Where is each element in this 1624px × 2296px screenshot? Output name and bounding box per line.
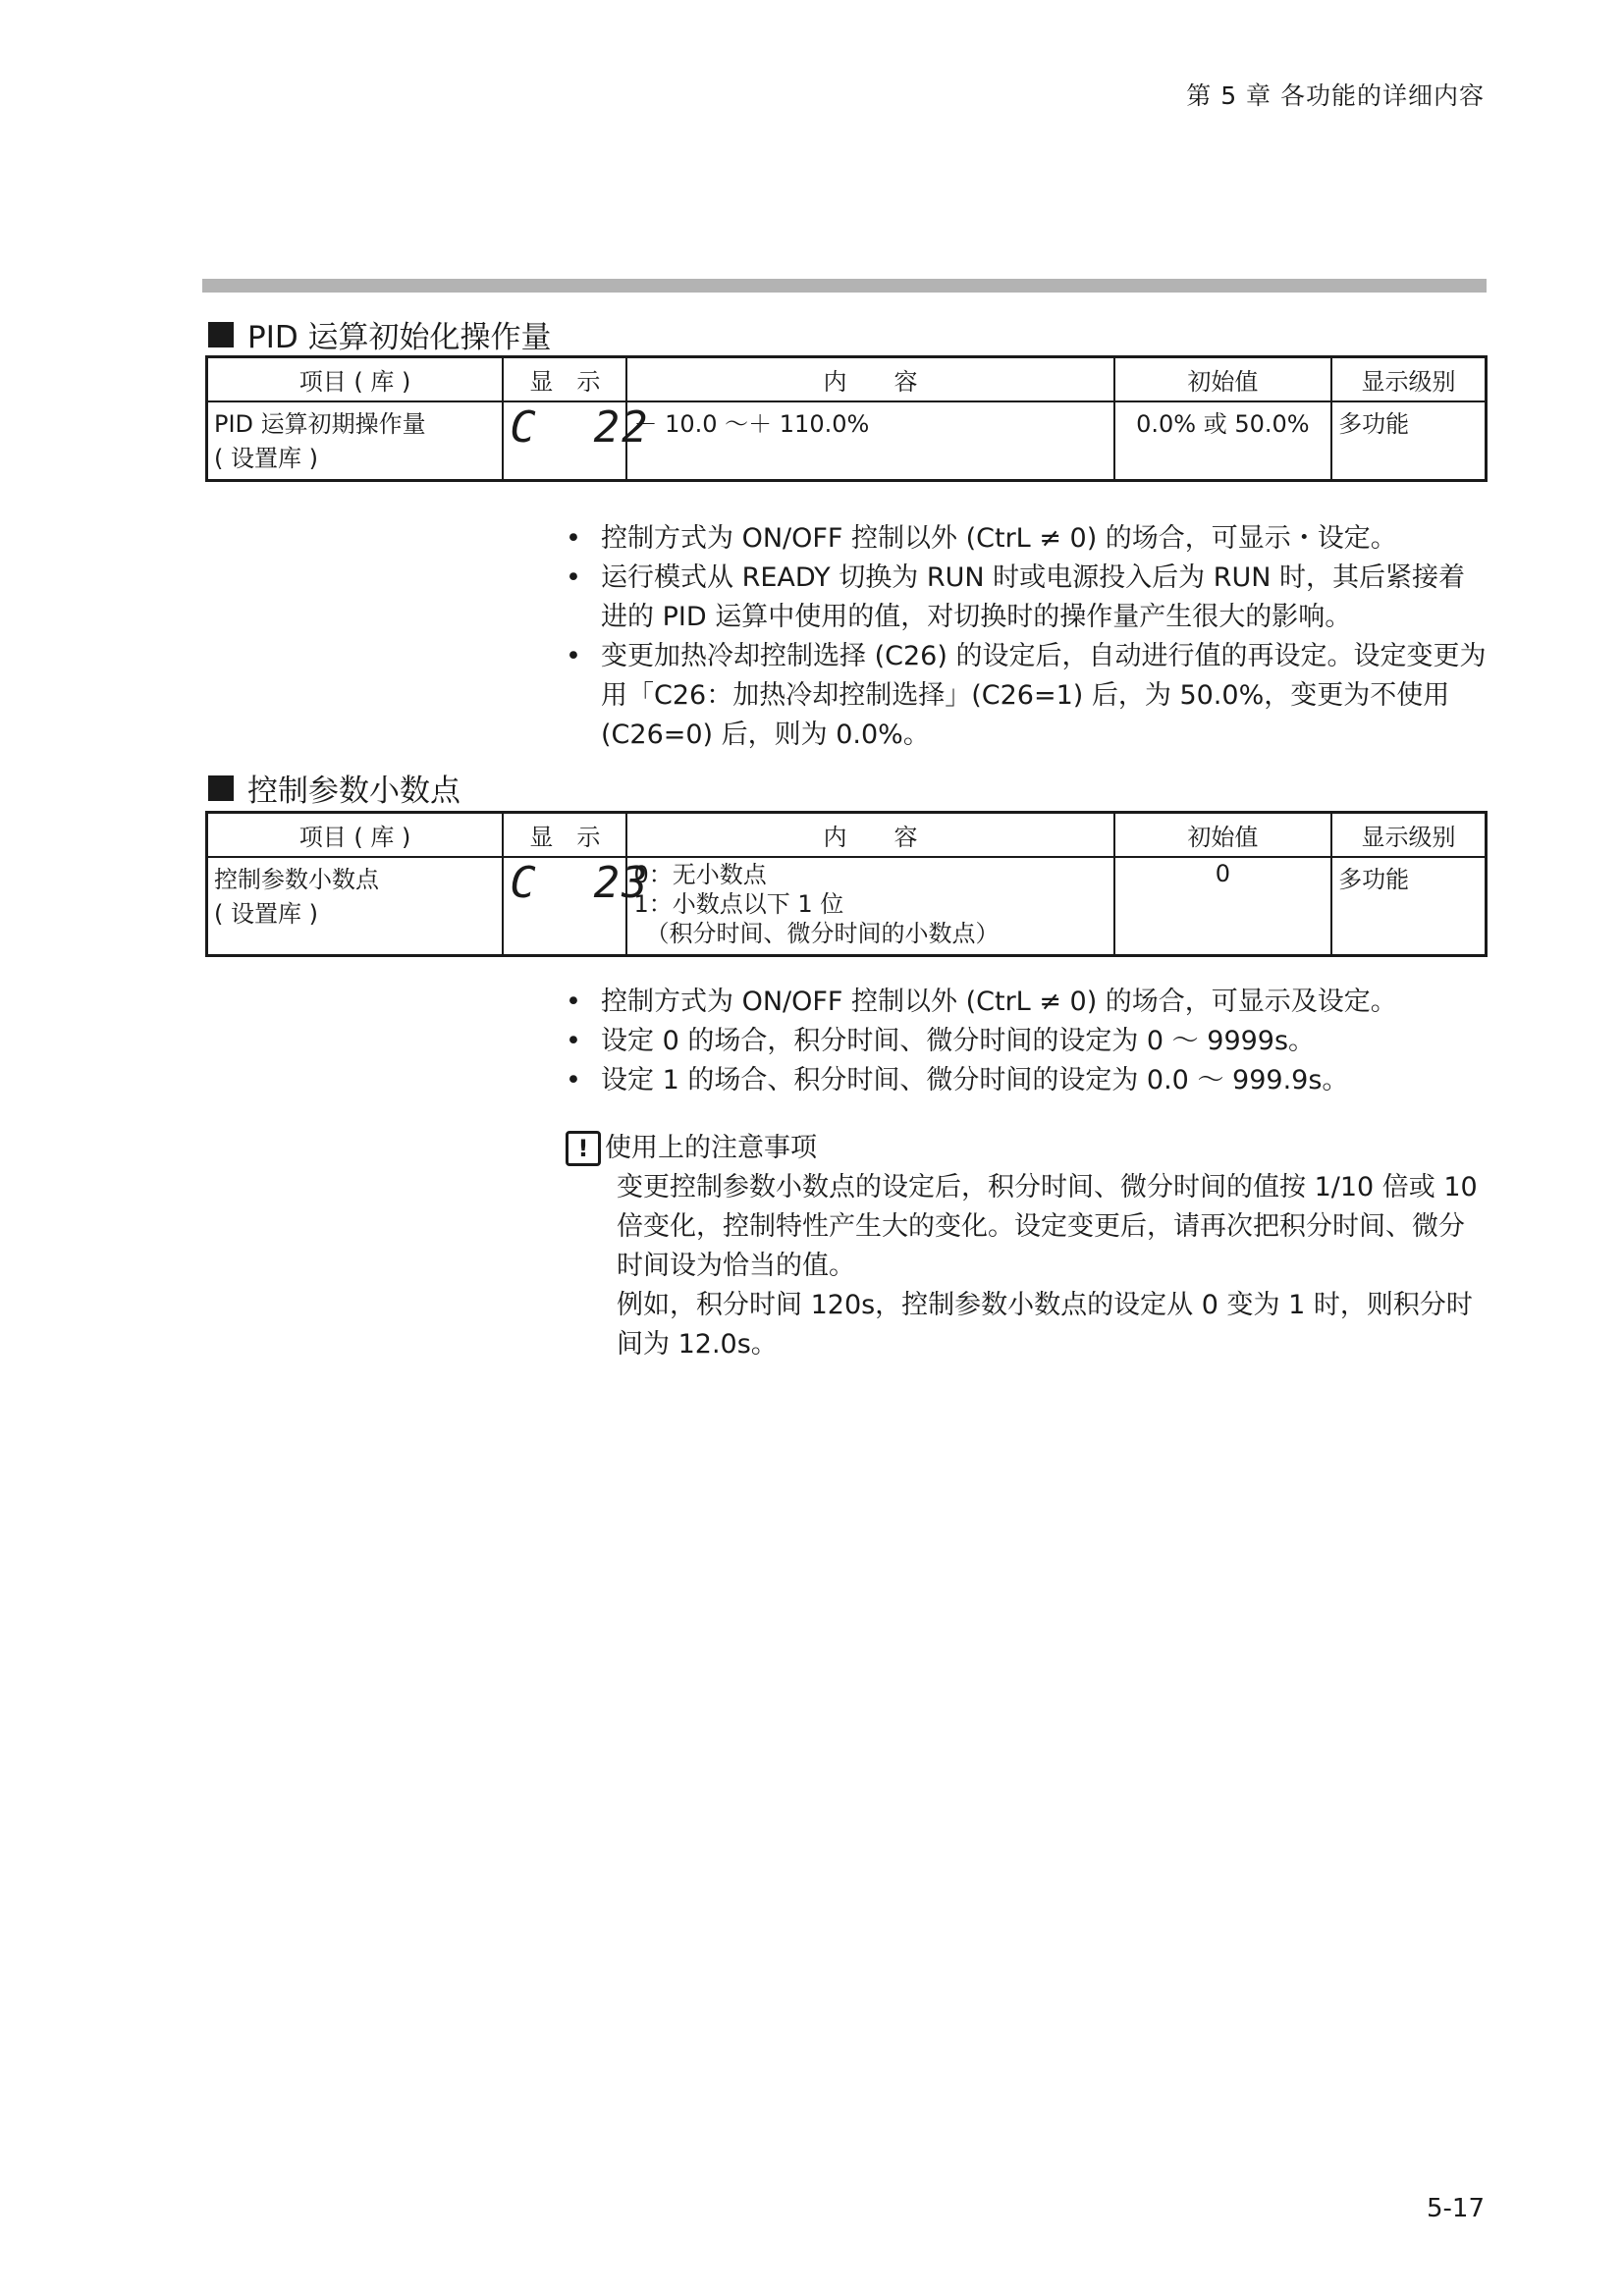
list-item: • 设定 0 的场合，积分时间、微分时间的设定为 0 ～ 9999s。 (564, 1022, 1487, 1061)
caution-body (566, 1168, 1485, 1364)
section-heading-pid-init (208, 312, 552, 356)
header-display: 显 示 (503, 357, 626, 402)
segment-display-code: C 23 (510, 858, 650, 908)
section-divider-bar (202, 279, 1487, 293)
caution-block (566, 1129, 1485, 1364)
caution-title: 使用上的注意事项 (605, 1133, 817, 1163)
cell-item (207, 401, 504, 480)
table-header-row (207, 813, 1487, 858)
cell-level: 多功能 (1331, 857, 1486, 955)
caution-paragraph: 变更控制参数小数点的设定后，积分时间、微分时间的值按 1/10 倍或 10 倍变化，控制特性产生大的变化。设定变更后，请再次把积分时间、微分时间设为恰当的值。 (617, 1172, 1478, 1281)
list-item: • 变更加热冷却控制选择 (C26) 的设定后，自动进行值的再设定。设定变更为用「C26：加热冷却控制选择」(C26=1) 后，为 50.0%，变更为不使用 (C26=0) 后，则为 0.0%。 (564, 637, 1487, 755)
caution-icon: ! (566, 1131, 601, 1166)
chapter-header: 第 5 章 各功能的详细内容 (1186, 81, 1485, 110)
content-note: （积分时间、微分时间的小数点） (645, 920, 1000, 947)
cell-initial: 0.0% 或 50.0% (1114, 401, 1332, 480)
notes-list-pid-init (564, 519, 1487, 755)
table-row (207, 857, 1487, 955)
spec-table-decimal-point (205, 811, 1488, 957)
list-item: • 设定 1 的场合、积分时间、微分时间的设定为 0.0 ～ 999.9s。 (564, 1061, 1487, 1100)
item-bank: ( 设置库 ) (214, 900, 318, 928)
content-option-0: 0：无小数点 (633, 861, 767, 888)
section-heading-decimal-point (208, 766, 460, 810)
header-initial: 初始值 (1114, 813, 1332, 858)
cell-content (626, 401, 1113, 480)
spec-table-pid-init (205, 355, 1488, 482)
header-content: 内 容 (626, 813, 1113, 858)
list-item: • 运行模式从 READY 切换为 RUN 时或电源投入后为 RUN 时，其后紧接着进的 PID 运算中使用的值，对切换时的操作量产生很大的影响。 (564, 559, 1487, 637)
header-initial: 初始值 (1114, 357, 1332, 402)
header-display: 显 示 (503, 813, 626, 858)
cell-item (207, 857, 504, 955)
header-item: 项目 ( 库 ) (207, 813, 504, 858)
header-level: 显示级别 (1331, 813, 1486, 858)
content-option-1: 1：小数点以下 1 位 (633, 890, 844, 918)
cell-initial: 0 (1114, 857, 1332, 955)
notes-list-decimal-point (564, 983, 1487, 1100)
heading-square-icon (208, 775, 234, 801)
cell-level: 多功能 (1331, 401, 1486, 480)
caution-title-row (566, 1129, 1485, 1168)
caution-paragraph: 例如，积分时间 120s，控制参数小数点的设定从 0 变为 1 时，则积分时间为 12.0s。 (617, 1290, 1473, 1360)
cell-display (503, 401, 650, 480)
header-level: 显示级别 (1331, 357, 1486, 402)
table-row (207, 401, 1487, 480)
heading-square-icon (208, 322, 234, 347)
item-name: PID 运算初期操作量 (214, 410, 426, 438)
table-header-row (207, 357, 1487, 402)
item-bank: ( 设置库 ) (214, 445, 318, 472)
cell-content (626, 857, 1113, 955)
list-item: • 控制方式为 ON/OFF 控制以外 (CtrL ≠ 0) 的场合，可显示・设定。 (564, 519, 1487, 559)
section-title: 控制参数小数点 (247, 774, 460, 809)
cell-display (503, 857, 650, 955)
item-name: 控制参数小数点 (214, 866, 379, 893)
section-title: PID 运算初始化操作量 (247, 320, 552, 355)
content-range: － 10.0 ～＋ 110.0% (633, 410, 870, 438)
header-content: 内 容 (626, 357, 1113, 402)
header-item: 项目 ( 库 ) (207, 357, 504, 402)
list-item: • 控制方式为 ON/OFF 控制以外 (CtrL ≠ 0) 的场合，可显示及设定。 (564, 983, 1487, 1022)
segment-display-code: C 22 (510, 402, 650, 453)
page-number: 5-17 (1426, 2194, 1485, 2223)
